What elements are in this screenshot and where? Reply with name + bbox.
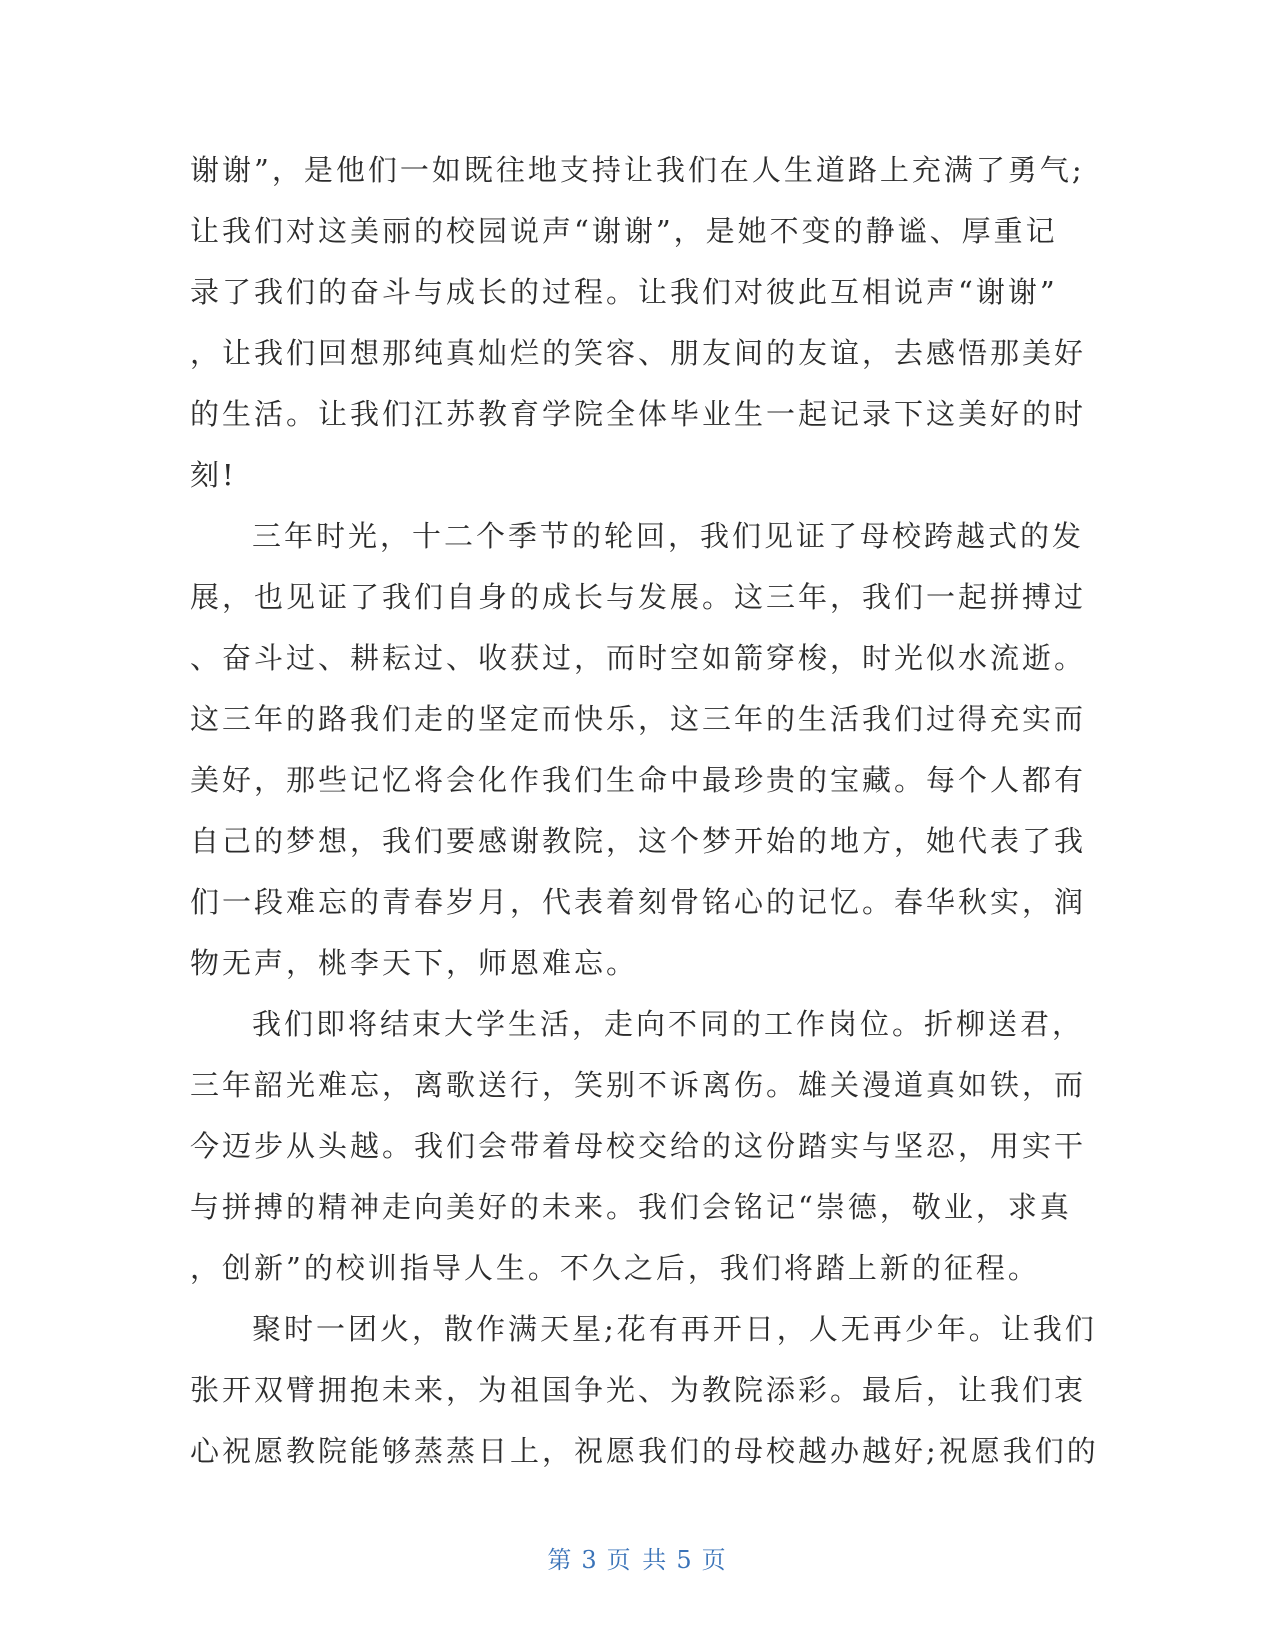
text-line: 们一段难忘的青春岁月，代表着刻骨铭心的记忆。春华秋实，润 <box>190 885 1087 919</box>
text-line: ，让我们回想那纯真灿烂的笑容、朋友间的友谊，去感悟那美好 <box>190 336 1087 370</box>
page-suffix: 页 <box>701 1546 728 1574</box>
text-line: 这三年的路我们走的坚定而快乐，这三年的生活我们过得充实而 <box>190 702 1087 736</box>
text-line: 美好，那些记忆将会化作我们生命中最珍贵的宝藏。每个人都有 <box>190 763 1087 797</box>
text-line: 自己的梦想，我们要感谢教院，这个梦开始的地方，她代表了我 <box>190 824 1087 858</box>
text-line: 谢谢”，是他们一如既往地支持让我们在人生道路上充满了勇气; <box>190 153 1085 187</box>
text-line: 、奋斗过、耕耘过、收获过，而时空如箭穿梭，时光似水流逝。 <box>190 641 1087 675</box>
text-line: 今迈步从头越。我们会带着母校交给的这份踏实与坚忍，用实干 <box>190 1129 1087 1163</box>
text-line: 让我们对这美丽的校园说声“谢谢”，是她不变的静谧、厚重记 <box>190 214 1058 248</box>
text-line: 心祝愿教院能够蒸蒸日上，祝愿我们的母校越办越好;祝愿我们的 <box>190 1434 1099 1468</box>
text-line: 与拼搏的精神走向美好的未来。我们会铭记“崇德，敬业，求真 <box>190 1190 1072 1224</box>
page-mid: 页 共 <box>606 1546 669 1574</box>
text-line: 展，也见证了我们自身的成长与发展。这三年，我们一起拼搏过 <box>190 580 1087 614</box>
document-body <box>190 140 1099 1482</box>
page-total: 5 <box>676 1546 694 1574</box>
text-line: 三年韶光难忘，离歌送行，笑别不诉离伤。雄关漫道真如铁，而 <box>190 1068 1087 1102</box>
text-line: 张开双臂拥抱未来，为祖国争光、为教院添彩。最后，让我们衷 <box>190 1373 1087 1407</box>
page-prefix: 第 <box>547 1546 574 1574</box>
text-line: 物无声，桃李天下，师恩难忘。 <box>190 946 639 980</box>
paragraph-start-line: 聚时一团火，散作满天星;花有再开日，人无再少年。让我们 <box>252 1312 1097 1346</box>
text-line: ，创新”的校训指导人生。不久之后，我们将踏上新的征程。 <box>190 1251 1040 1285</box>
paragraph-start-line: 三年时光，十二个季节的轮回，我们见证了母校跨越式的发 <box>252 519 1085 553</box>
page-footer <box>0 1540 1275 1575</box>
paragraph-start-line: 我们即将结束大学生活，走向不同的工作岗位。折柳送君， <box>252 1007 1085 1041</box>
text-line: 的生活。让我们江苏教育学院全体毕业生一起记录下这美好的时 <box>190 397 1087 431</box>
text-line: 录了我们的奋斗与成长的过程。让我们对彼此互相说声“谢谢” <box>190 275 1058 309</box>
page-current: 3 <box>581 1546 599 1574</box>
text-line: 刻! <box>190 458 237 492</box>
